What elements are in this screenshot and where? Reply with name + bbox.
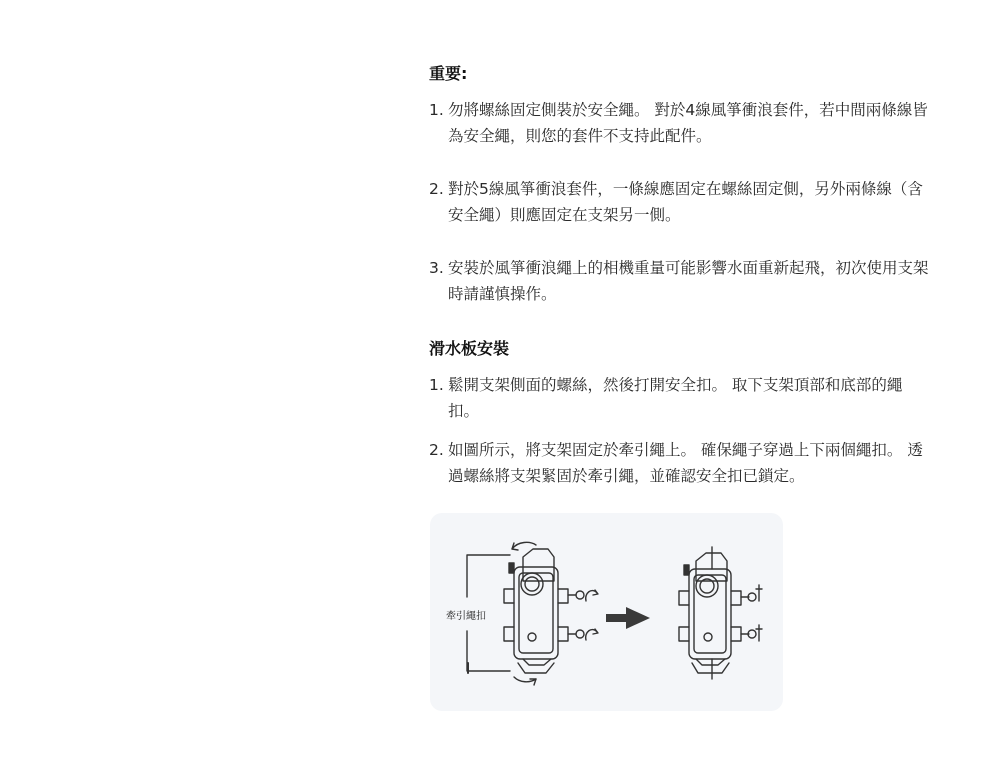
- item-number: 2.: [429, 180, 444, 198]
- install-list: [429, 372, 929, 489]
- important-list: [429, 97, 929, 307]
- item-text: 對於5線風箏衝浪套件，一條線應固定在螺絲固定側，另外兩條線（含安全繩）則應固定在支架另一側。: [448, 180, 923, 224]
- list-item: [429, 176, 929, 228]
- list-item: [429, 255, 929, 307]
- item-number: 1.: [429, 376, 444, 394]
- item-text: 鬆開支架側面的螺絲，然後打開安全扣。 取下支架頂部和底部的繩扣。: [448, 376, 903, 420]
- list-item: [429, 97, 929, 149]
- list-item: [429, 372, 929, 424]
- arrow-right-icon: [606, 607, 650, 629]
- item-text: 勿將螺絲固定側裝於安全繩。 對於4線風箏衝浪套件，若中間兩條線皆為安全繩，則您的套件不支持此配件。: [448, 101, 928, 145]
- instructions: [429, 56, 929, 489]
- list-item: [429, 437, 929, 489]
- item-number: 3.: [429, 259, 444, 277]
- left-mount: [504, 542, 598, 685]
- item-text: 安裝於風箏衝浪繩上的相機重量可能影響水面重新起飛，初次使用支架時請謹慎操作。: [448, 259, 929, 303]
- install-heading: 滑水板安裝: [429, 339, 510, 358]
- item-text: 如圖所示，將支架固定於牽引繩上。 確保繩子穿過上下兩個繩扣。 透過螺絲將支架緊固於牽引繩，並確認安全扣已鎖定。: [448, 441, 923, 485]
- tow-rope-clip-label: 牽引繩扣: [446, 611, 486, 622]
- item-number: 2.: [429, 441, 444, 459]
- important-heading: 重要:: [429, 64, 468, 83]
- installation-illustration: [430, 513, 783, 711]
- right-mount: [679, 547, 762, 679]
- item-number: 1.: [429, 101, 444, 119]
